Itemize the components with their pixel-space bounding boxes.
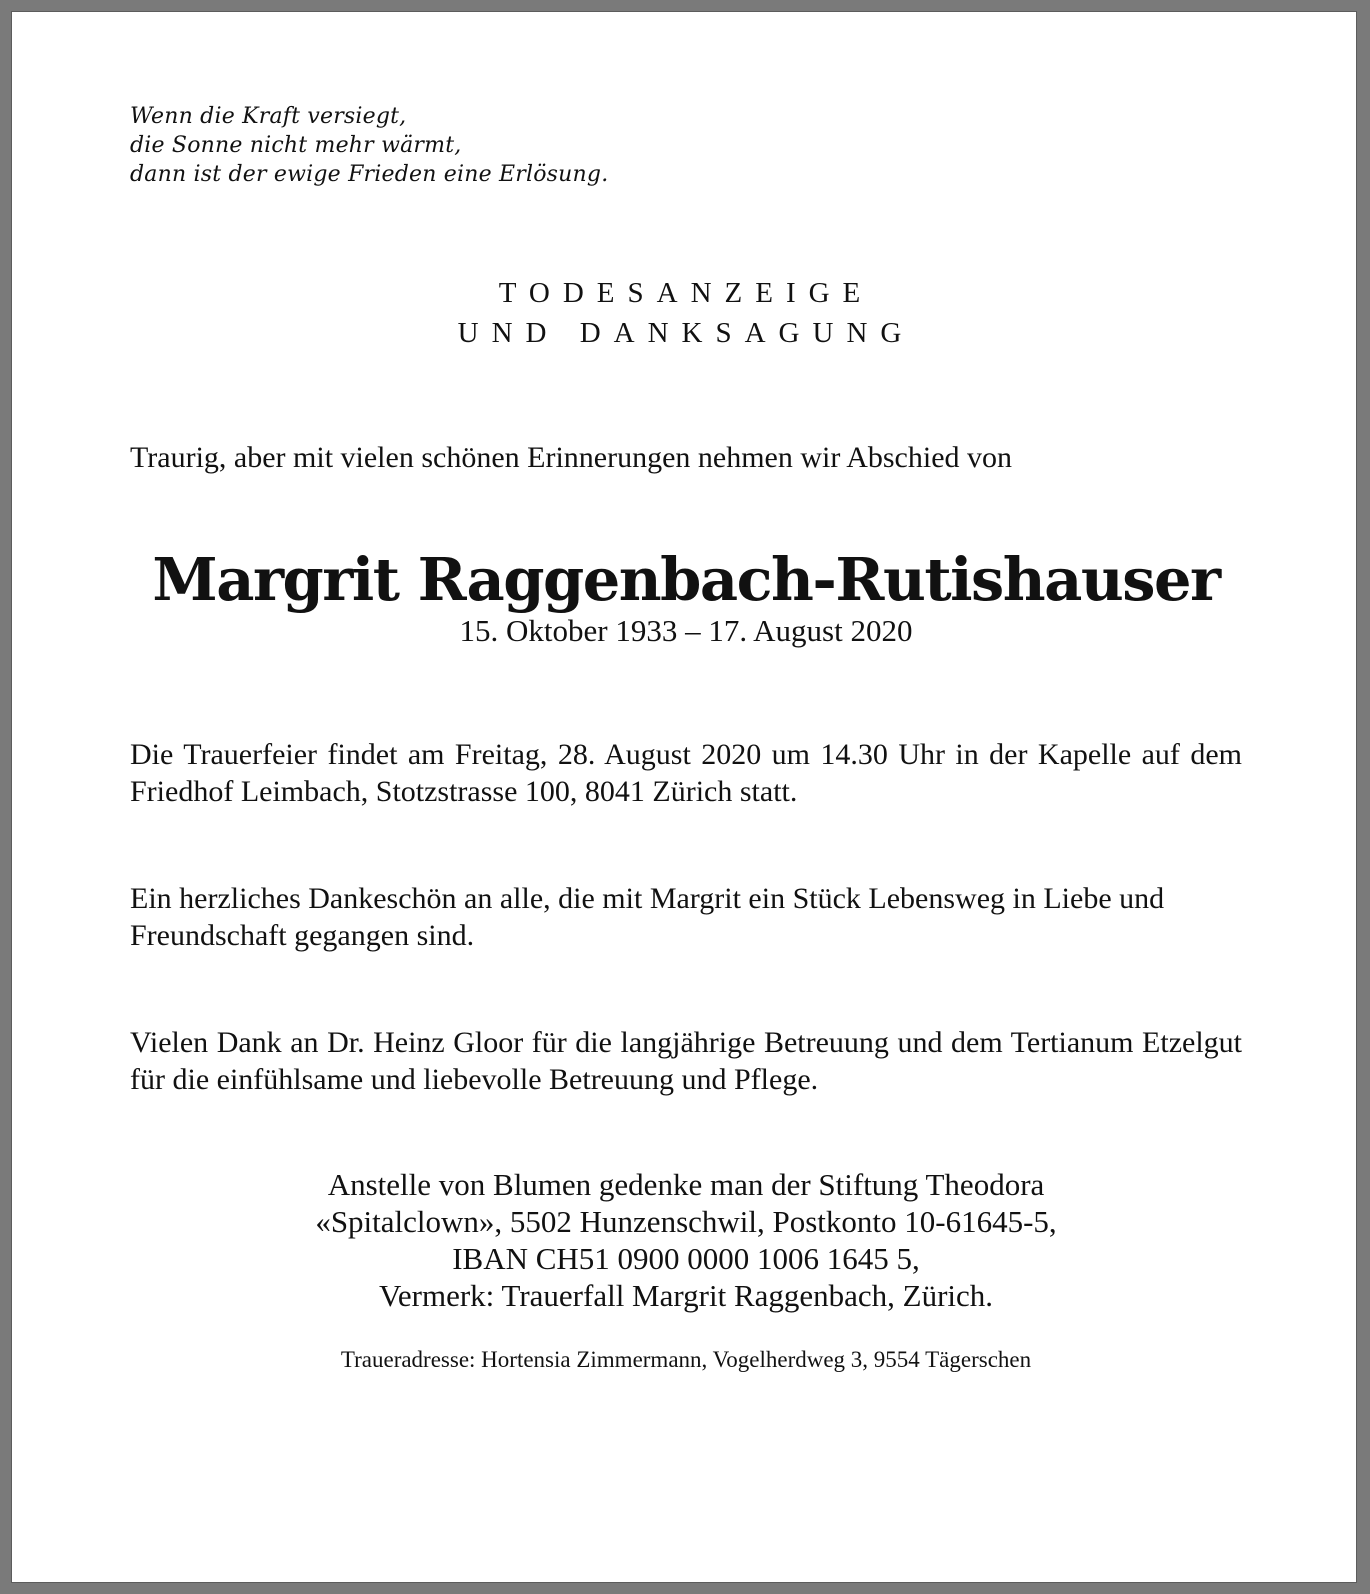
intro-text: Traurig, aber mit vielen schönen Erinnerungen nehmen wir Abschied von xyxy=(130,441,1013,474)
service-info: Die Trauerfeier findet am Freitag, 28. August 2020 um 14.30 Uhr in der Kapelle auf dem Friedhof Leimbach, Stotzstrasse 100, 8041 Zürich statt. xyxy=(130,738,1242,808)
care-thanks-text: Vielen Dank an Dr. Heinz Gloor für die langjährige Betreuung und dem Tertianum Etzelgut für die einfühlsame und liebevolle Betreuung und Pflege. xyxy=(130,1026,1242,1096)
poem-line-2: die Sonne nicht mehr wärmt, xyxy=(130,133,462,158)
donation-line-2: «Spitalclown», 5502 Hunzenschwil, Postkonto 10-61645-5, xyxy=(315,1204,1057,1239)
poem-line-3: dann ist der ewige Frieden eine Erlösung. xyxy=(130,162,609,187)
thanks-text: Ein herzliches Dankeschön an alle, die mit Margrit ein Stück Lebensweg in Liebe und Freundschaft gegangen sind. xyxy=(130,882,1165,952)
donation-line-1: Anstelle von Blumen gedenke man der Stiftung Theodora xyxy=(327,1167,1045,1202)
notice-heading xyxy=(130,273,1242,353)
life-dates: 15. Oktober 1933 – 17. August 2020 xyxy=(459,613,913,648)
donation-line-4: Vermerk: Trauerfall Margrit Raggenbach, Zürich. xyxy=(378,1278,994,1313)
donation-info xyxy=(130,1166,1242,1314)
heading-line-1: TODESANZEIGE xyxy=(498,277,874,309)
deceased-name: Margrit Raggenbach-Rutishauser xyxy=(152,545,1220,614)
donation-line-3: IBAN CH51 0900 0000 1006 1645 5, xyxy=(452,1241,920,1276)
heading-line-2: UND DANKSAGUNG xyxy=(457,317,915,349)
mourning-address: Traueradresse: Hortensia Zimmermann, Vogelherdweg 3, 9554 Tägerschen xyxy=(340,1347,1032,1372)
poem xyxy=(130,102,1242,189)
obituary-content xyxy=(130,102,1242,1374)
obituary-page xyxy=(12,12,1356,1582)
poem-line-1: Wenn die Kraft versiegt, xyxy=(130,104,407,129)
